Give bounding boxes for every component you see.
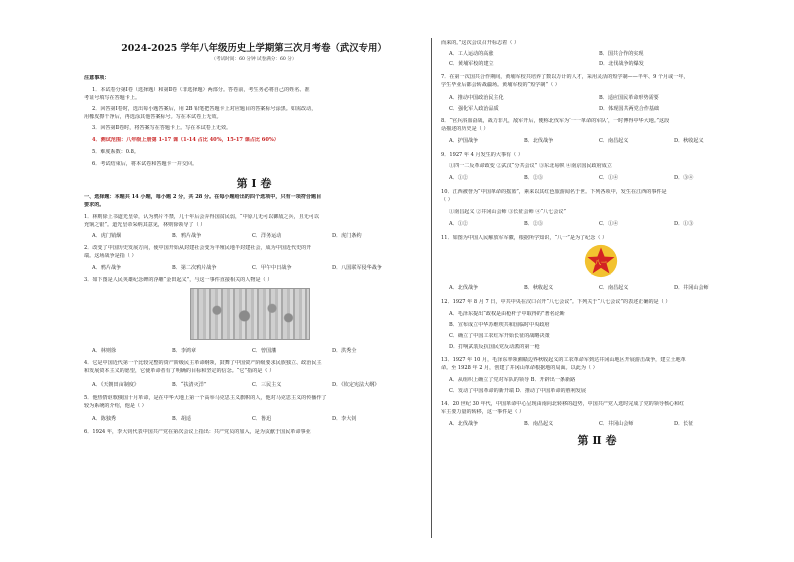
option-d[interactable]: D．井冈山会师	[674, 285, 709, 291]
option-a[interactable]: A．北伐战争	[449, 285, 479, 291]
option-a[interactable]: A．北伐战争	[449, 421, 479, 427]
option-d[interactable]: D．长征	[674, 421, 694, 427]
question-14-line-1: 14．20 世纪 30 年代，中国革命中心呈现由南向北转移的趋势，中国共产党人选时完成了党的领导核心和红	[441, 401, 685, 407]
question-11-options	[449, 285, 749, 291]
option-b[interactable]: B．②③	[524, 221, 544, 227]
note-line-1: 1．本试卷分第Ⅰ卷（选择题）和第Ⅱ卷（非选择题）两部分。答卷前，考生务必将自己的姓名、准	[92, 87, 310, 93]
question-1-line-2: 充饷之银”。道光皇帝采纳其意见，林则徐领导了（ ）	[84, 222, 206, 228]
option-c[interactable]: C．甲午中日战争	[252, 265, 292, 271]
question-1-options	[92, 233, 412, 239]
option-b[interactable]: B．李鸿章	[172, 348, 197, 354]
question-3-options	[92, 348, 412, 354]
option-d[interactable]: D．《钦定宪法大纲》	[332, 382, 380, 388]
page-subtitle: （考试时间：60 分钟 试卷满分：60 分）	[211, 57, 297, 62]
option-d[interactable]: D．八国联军侵华战争	[332, 265, 382, 271]
question-3-line-1: 3．如下图是人民英雄纪念碑的浮雕“金田起义”，与这一事件直接相关的人物是（ ）	[84, 277, 273, 283]
question-12-option-d[interactable]: D．打响武装反抗国民党反动派的第一枪	[449, 344, 540, 350]
option-a[interactable]: A．①②	[449, 175, 468, 181]
note-line-4: 用橡皮擦干净后，再选涂其他答案标号。写在本试卷上无效。	[84, 114, 222, 120]
question-12-line-1: 12．1927 年 8 月 7 日，中共中央在汉口召开“八七会议”。下列关于“八七会议”的表述正确的是（ ）	[441, 299, 671, 305]
option-c[interactable]: C．井冈山会师	[599, 421, 634, 427]
question-4-line-2: 和发展资本主义的愿望，它使革命者有了明确的目标和坚定的信念。“它”指的是（ ）	[84, 368, 275, 374]
section-1-title: 第 Ⅰ 卷	[236, 177, 272, 190]
option-b[interactable]: B．②③	[524, 175, 544, 181]
option-b[interactable]: B．第二次鸦片战争	[172, 265, 217, 271]
red-star-emblem-icon	[584, 244, 618, 278]
option-b[interactable]: B．国共合作的实现	[599, 51, 644, 57]
question-1-line-1: 1．林则徐上书道光皇帝，认为鸦片不禁，几十年后会弄得国贫民弱，“中原几无可以御敌之兵，且无可以	[84, 214, 320, 220]
option-a[interactable]: A．护国战争	[449, 138, 479, 144]
question-2-options	[92, 265, 412, 271]
note-line-2: 考证号填写在答题卡上。	[84, 95, 141, 101]
section-1-intro-2: 要求的。	[84, 202, 105, 208]
question-8-options	[449, 138, 749, 144]
option-b[interactable]: B．鸦片战争	[172, 233, 202, 239]
question-6-line-2: 而来的。”这次会议召开标志着（ ）	[441, 40, 520, 46]
notes-heading: 注意事项：	[84, 75, 110, 81]
question-14-options	[449, 421, 749, 427]
option-d[interactable]: D．洪秀全	[332, 348, 357, 354]
option-c[interactable]: C．鲁迅	[252, 416, 272, 422]
question-10-line-1: 10．江西被誉为“中国革命的摇篮”，素来以其红色旅游闻名于世。下列各项中，发生在江西的事件是	[441, 189, 667, 195]
question-14-line-2: 军主要力量的转移，这一事件是（ ）	[441, 409, 525, 415]
option-b[interactable]: B．胡适	[172, 416, 192, 422]
question-10-line-2: （ ）	[441, 197, 453, 203]
question-13-line-2: 命。至 1928 年 2 月，创建了井冈山革命根据地的局面。以此为（ ）	[441, 365, 598, 371]
question-11-line-1: 11．如图为中国人民解放军军徽，根据所学知识，“八一”是为了纪念（ ）	[441, 235, 608, 241]
note-difficulty: 5．难度系数：0.8。	[92, 149, 139, 155]
question-13-options-row-2[interactable]: C．发动了中国革命的新开端 D．推动了中国革命的胜利发展	[449, 388, 586, 394]
option-a[interactable]: A．林则徐	[92, 348, 117, 354]
option-b[interactable]: B．南昌起义	[524, 421, 554, 427]
question-7-line-2: 学生毕业后都会转战疆场。黄埔军校的“短学制”（ ）	[441, 82, 560, 88]
svg-text:八一: 八一	[595, 259, 607, 267]
note-line-3: 2．回答第Ⅰ卷时，选出每小题答案后，用 2B 铅笔把答题卡上对应题目的答案标号涂黑。如需改动，	[92, 106, 317, 112]
option-c[interactable]: C．南昌起义	[599, 138, 629, 144]
option-d[interactable]: D．虎门条约	[332, 233, 362, 239]
question-9-line-2: ①四一二反革命政变 ②武汉“分共会议” ③东北易帜 ④南京国民政府成立	[449, 163, 612, 169]
option-c[interactable]: C．曾国藩	[252, 348, 277, 354]
option-d[interactable]: D．北伐战争的爆发	[599, 61, 644, 67]
option-a[interactable]: A．①②	[449, 221, 468, 227]
option-b[interactable]: B．“扶清灭洋”	[172, 382, 207, 388]
question-9-options	[449, 175, 749, 181]
question-10-options	[449, 221, 749, 227]
option-b[interactable]: B．北伐战争	[524, 138, 554, 144]
question-13-options-row-1[interactable]: A．从组织上确立了党对军队的领导 B．开辟出一条新路	[449, 377, 576, 383]
option-c[interactable]: C．①④	[599, 175, 619, 181]
section-1-intro-1: 一、选择题：本题共 14 小题，每小题 2 分，共 28 分。在每小题给出的四个选项中，只有一项符合题目	[84, 194, 322, 200]
option-c[interactable]: C．南昌起义	[599, 285, 629, 291]
question-12-option-c[interactable]: C．确立了中国工农红军开始长征的战略决策	[449, 333, 550, 339]
question-7-options-row-2	[449, 106, 749, 112]
question-13-line-1: 13．1927 年 10 月，毛泽东率领湘赣边界秋收起义的工农革命军到达井冈山地区开展游击战争，建立土地革	[441, 357, 686, 363]
option-d[interactable]: D．李大钊	[332, 416, 357, 422]
question-10-line-3: ①南昌起义 ②井冈山会师 ③长征会师 ④“八七会议”	[449, 209, 567, 215]
question-5-line-2: 较为系统的介绍，他是（ ）	[84, 403, 147, 409]
relief-sculpture-image	[190, 288, 310, 340]
option-a[interactable]: A．鸦片战争	[92, 265, 122, 271]
option-a[interactable]: A．推动中国政治民主化	[449, 95, 504, 101]
option-d[interactable]: D．秋收起义	[674, 138, 704, 144]
page-title: 2024-2025 学年八年级历史上学期第三次月考卷（武汉专用）	[121, 43, 387, 54]
option-b[interactable]: B．秋收起义	[524, 285, 554, 291]
option-c[interactable]: C．强化军人政治品质	[449, 106, 499, 112]
option-a[interactable]: A．工人运动的高涨	[449, 51, 494, 57]
column-divider	[431, 38, 432, 538]
option-c[interactable]: C．黄埔军校的建立	[449, 61, 494, 67]
question-4-line-1: 4．它是中国近代第一个比较完整的资产阶级民主革命纲领，鼓舞了中国资产阶级要求民族独立、政治民主	[84, 360, 322, 366]
note-scope: 4．测试范围：八年级上册第 1-17 课（1-14 占比 40%，15-17 课占比 60%）	[92, 137, 279, 143]
question-8-line-2: 话描述的历史是（ ）	[441, 126, 489, 132]
option-a[interactable]: A．虎门销烟	[92, 233, 122, 239]
question-2-line-2: 端。这场战争是指（ ）	[84, 253, 137, 259]
option-d[interactable]: D．③④	[674, 175, 694, 181]
option-a[interactable]: A．《天朝田亩制度》	[92, 382, 139, 388]
question-12-option-a[interactable]: A．毛泽东提出“政权是由枪杆子中取得的”著名论断	[449, 311, 565, 317]
question-8-line-1: 8．“官兵浴血奋战，战力非凡，敌军开后，便称北伐军为‘一一革命的军队’，一时博得中华大地。”这段	[441, 118, 670, 124]
option-d[interactable]: D．①③	[674, 221, 694, 227]
question-7-line-1: 7．在第一次国共合作期间，黄埔军校共培养了数以万计的人才，采用灵活的短学制——半年、9 个月或一年，	[441, 74, 689, 80]
question-12-option-b[interactable]: B．宣布成立中华苏维埃共和国临时中央政府	[449, 322, 550, 328]
option-b[interactable]: B．适应国民革命形势需要	[599, 95, 659, 101]
note-submit: 6．考试结束后，将本试卷和答题卡一并交回。	[92, 161, 198, 167]
note-line-5: 3．回答第Ⅱ卷时，将答案写在答题卡上。写在本试卷上无效。	[92, 125, 232, 131]
question-5-line-1: 5．他热情讴歌俄国十月革命，是在中华大地上第一个高举马克思主义旗帜的人，他对马克思主义的传播作了	[84, 395, 327, 401]
question-7-options-row-1	[449, 95, 749, 101]
question-6-line-1: 6．1924 年，李大钊代表中国共产党在第次会议上指出：共产党员的加入，是为贡献于国民革命事业	[84, 429, 311, 435]
question-9-line-1: 9．1927 年 4 月发生的大事有（ ）	[441, 152, 523, 158]
option-c[interactable]: C．三民主义	[252, 382, 282, 388]
section-2-title: 第 Ⅱ 卷	[577, 434, 617, 447]
question-6-options-row-2	[449, 61, 749, 67]
question-2-line-1: 2．改变了中国历史发展方向，使中国开始从封建社会变为半殖民地半封建社会，成为中国近代史的开	[84, 245, 312, 251]
option-c[interactable]: C．洋务运动	[252, 233, 282, 239]
question-4-options	[92, 382, 412, 388]
question-5-options	[92, 416, 412, 422]
option-a[interactable]: A．陈独秀	[92, 416, 117, 422]
question-6-options-row-1	[449, 51, 749, 57]
option-c[interactable]: C．①④	[599, 221, 619, 227]
option-d[interactable]: D．体现国共两党合作基础	[599, 106, 660, 112]
